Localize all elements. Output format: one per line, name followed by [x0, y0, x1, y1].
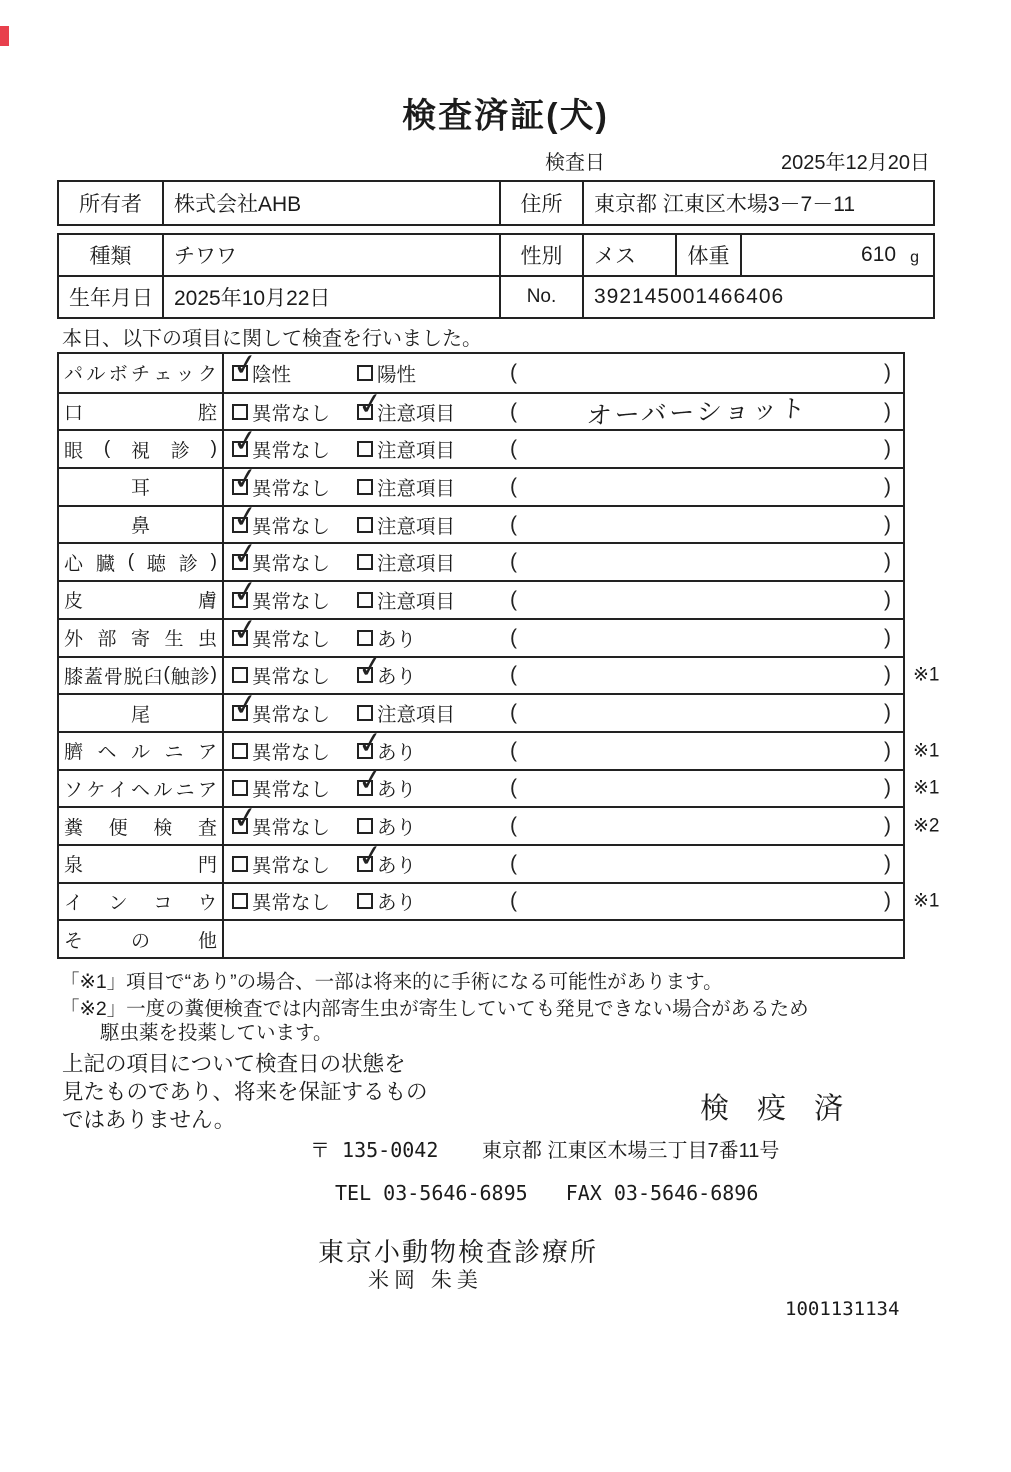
checkbox-option2[interactable]: [355, 725, 386, 762]
check-mark-icon: ✓: [230, 800, 261, 837]
exam-table-row: [59, 574, 903, 618]
exam-item-label: イ ン コ ウ: [59, 884, 224, 920]
sex-value: メス: [582, 235, 675, 275]
exam-row-content: [224, 800, 903, 844]
checkbox-option1[interactable]: [230, 536, 261, 573]
exam-option-2: [357, 586, 455, 614]
footnote-ref: ※1: [913, 740, 940, 762]
inspection-date-value: 2025年12月20日: [781, 152, 930, 174]
intro-text: 本日、以下の項目に関して検査を行いました。: [62, 328, 482, 350]
checkbox-option2-label: あり: [377, 817, 417, 840]
checkbox-option1-label: 異常なし: [252, 628, 331, 651]
note-paren-open: (: [510, 437, 517, 461]
checkbox-option2-label: 注意項目: [377, 477, 456, 500]
note-paren-close: ): [884, 512, 891, 536]
exam-table-row: [59, 762, 940, 807]
checkbox-option2[interactable]: [355, 838, 386, 875]
note-paren-close: ): [884, 776, 891, 800]
exam-row-content: [224, 921, 903, 957]
checkbox-option2[interactable]: [357, 365, 373, 381]
exam-row-content: [224, 884, 903, 920]
exam-option-1: [232, 398, 330, 426]
note-paren-open: (: [510, 814, 517, 838]
checkbox-option2[interactable]: [357, 705, 373, 721]
exam-row-content: [224, 725, 903, 769]
exam-table-row: [59, 919, 903, 957]
exam-option-1: [230, 423, 331, 463]
exam-item-label: パ ル ボ チ ェ ッ ク: [59, 354, 224, 392]
check-mark-icon: ✓: [230, 536, 261, 573]
animal-info-table: [57, 233, 935, 319]
check-mark-icon: ✓: [355, 838, 386, 875]
checkbox-option1[interactable]: [232, 667, 248, 683]
exam-item-label: 眼 ( 視 診 ): [59, 431, 224, 467]
exam-option-1: [232, 661, 330, 689]
exam-table-row: [59, 725, 940, 769]
checkbox-option1[interactable]: [230, 423, 261, 460]
note-paren-open: (: [510, 399, 517, 423]
note-paren-close: ): [884, 360, 891, 384]
exam-item-label: 尾: [59, 695, 224, 731]
checkbox-option2-label: あり: [377, 628, 417, 651]
clinic-phone-line: [335, 1181, 758, 1205]
exam-item-label: ソ ケ イ ヘ ル ニ ア: [59, 771, 224, 807]
checkbox-option2-label: あり: [377, 854, 417, 877]
breed-label: 種類: [89, 245, 132, 268]
checkbox-option2[interactable]: [357, 592, 373, 608]
serial-number: 1001131134: [785, 1298, 900, 1320]
note-paren-open: (: [510, 889, 517, 913]
check-mark-icon: ✓: [230, 423, 261, 460]
checkbox-option2[interactable]: [357, 554, 373, 570]
exam-table-row: [59, 347, 903, 392]
note-paren-close: ): [884, 663, 891, 687]
exam-row-content: [224, 499, 903, 543]
checkbox-option2[interactable]: [355, 649, 386, 686]
exam-option-1: [230, 574, 331, 614]
exam-results-table: [57, 347, 940, 959]
checkbox-option1[interactable]: [230, 800, 261, 837]
checkbox-option1[interactable]: [230, 687, 261, 724]
disclaimer-line2: 見たものであり、将来を保証するもの: [62, 1080, 428, 1104]
exam-option-2: [357, 359, 416, 387]
checkbox-option2[interactable]: [357, 893, 373, 909]
exam-option-2: [357, 435, 455, 463]
checkbox-option2-label: あり: [377, 741, 417, 764]
exam-table-row: [59, 385, 903, 431]
check-mark-icon: ✓: [355, 385, 386, 423]
exam-row-content: [224, 612, 903, 656]
check-mark-icon: ✓: [230, 461, 261, 498]
exam-option-2: [357, 473, 455, 501]
exam-note: オーバーショット: [585, 394, 810, 431]
checkbox-option2-label: 注意項目: [377, 704, 456, 727]
checkbox-option1[interactable]: [230, 461, 261, 498]
exam-item-label: そ の 他: [59, 921, 224, 957]
exam-option-1: [230, 461, 331, 501]
exam-option-2: [357, 548, 455, 576]
checkbox-option1-label: 陰性: [252, 363, 292, 386]
owner-info-table: [57, 180, 935, 226]
exam-option-1: [230, 612, 331, 652]
exam-option-2: [357, 812, 416, 840]
veterinarian-name: 米岡 朱美: [368, 1269, 483, 1292]
exam-table-row: [59, 649, 940, 694]
check-mark-icon: ✓: [230, 612, 261, 649]
note-paren-open: (: [510, 701, 517, 725]
weight-value: 610: [861, 243, 897, 266]
note-paren-open: (: [510, 550, 517, 574]
checkbox-option2[interactable]: [355, 762, 386, 799]
disclaimer-line1: 上記の項目について検査日の状態を: [62, 1052, 406, 1076]
address-value: 東京都 江東区木場3－7－11: [582, 182, 933, 224]
footnote-1: 「※1」項目で“あり”の場合、一部は将来的に手術になる可能性があります。: [60, 971, 723, 993]
exam-table-row: [59, 423, 903, 467]
exam-row-content: [224, 649, 903, 694]
weight-label: 体重: [675, 235, 740, 275]
exam-row-content: [224, 687, 903, 731]
note-paren-close: ): [884, 851, 891, 875]
checkbox-option1[interactable]: [232, 404, 248, 420]
note-paren-close: ): [884, 814, 891, 838]
exam-row-content: [224, 461, 903, 505]
checkbox-option2-label: 注意項目: [377, 553, 456, 576]
checkbox-option1-label: 異常なし: [252, 854, 331, 877]
exam-item-label: 臍 ヘ ル ニ ア: [59, 733, 224, 769]
checkbox-option1[interactable]: [232, 893, 248, 909]
check-mark-icon: ✓: [355, 649, 386, 686]
checkbox-option2[interactable]: [357, 630, 373, 646]
note-paren-open: (: [510, 474, 517, 498]
footnote-ref: ※1: [913, 664, 940, 686]
checkbox-option1[interactable]: [232, 743, 248, 759]
exam-table-row: [59, 838, 903, 882]
checkbox-option1[interactable]: [230, 612, 261, 649]
checkbox-option2-label: あり: [377, 892, 417, 915]
checkbox-option2[interactable]: [355, 385, 386, 423]
exam-option-2: [355, 762, 417, 802]
checkbox-option1-label: 異常なし: [252, 779, 331, 802]
no-value: 392145001466406: [582, 277, 933, 317]
note-paren-close: ): [884, 625, 891, 649]
exam-row-content: [224, 574, 903, 618]
disclaimer-line3: ではありません。: [62, 1108, 236, 1132]
checkbox-option2-label: あり: [377, 779, 417, 802]
checkbox-option2-label: あり: [377, 666, 417, 689]
checkbox-option1-label: 異常なし: [252, 892, 331, 915]
check-mark-icon: ✓: [355, 725, 386, 762]
footnote-2-line1: 「※2」一度の糞便検査では内部寄生虫が寄生していても発見できない場合があるため: [60, 998, 809, 1020]
breed-value: チワワ: [162, 235, 499, 275]
exam-option-2: [355, 385, 456, 426]
exam-option-1: [230, 687, 331, 727]
exam-option-2: [355, 725, 417, 765]
note-paren-open: (: [510, 512, 517, 536]
exam-item-label: 鼻: [59, 507, 224, 543]
inspection-date-label: 検査日: [545, 152, 605, 174]
address-label: 住所: [499, 182, 582, 224]
checkbox-option2[interactable]: [357, 517, 373, 533]
checkbox-option2-label: 陽性: [377, 363, 417, 386]
exam-option-1: [230, 536, 331, 576]
exam-item-label: 耳: [59, 469, 224, 505]
note-paren-open: (: [510, 663, 517, 687]
note-paren-close: ): [884, 889, 891, 913]
exam-option-2: [357, 699, 455, 727]
exam-row-content: [224, 536, 903, 580]
checkbox-option2[interactable]: [357, 441, 373, 457]
quarantine-stamp: 検 疫 済: [700, 1093, 854, 1125]
checkbox-option2[interactable]: [357, 818, 373, 834]
exam-row-content: [224, 385, 903, 431]
checkbox-option2-label: 注意項目: [377, 440, 456, 463]
check-mark-icon: ✓: [230, 574, 261, 611]
check-mark-icon: ✓: [230, 347, 261, 384]
checkbox-option1-label: 異常なし: [252, 666, 331, 689]
exam-item-label: 心 臓 ( 聴 診 ): [59, 544, 224, 580]
sex-label: 性別: [499, 235, 582, 275]
note-paren-open: (: [510, 776, 517, 800]
birthdate-value: 2025年10月22日: [162, 277, 499, 317]
exam-item-label: 泉 門: [59, 846, 224, 882]
exam-option-2: [357, 511, 455, 539]
exam-table-row: [59, 687, 903, 731]
note-paren-close: ): [884, 587, 891, 611]
exam-item-label: 糞 便 検 査: [59, 808, 224, 844]
exam-table-row: [59, 612, 903, 656]
no-label: No.: [499, 277, 582, 317]
clinic-name: 東京小動物検査診療所: [318, 1237, 599, 1267]
exam-option-1: [232, 850, 330, 878]
exam-table-row: [59, 536, 903, 580]
postal-code: 〒 135-0042: [310, 1138, 439, 1162]
checkbox-option1-label: 異常なし: [252, 402, 331, 425]
checkbox-option1-label: 異常なし: [252, 704, 331, 727]
clinic-address: 東京都 江東区木場三丁目7番11号: [481, 1140, 780, 1162]
checkbox-option1[interactable]: [230, 574, 261, 611]
checkbox-option1-label: 異常なし: [252, 515, 331, 538]
checkbox-option1[interactable]: [230, 347, 261, 384]
clinic-address-line: [310, 1134, 779, 1163]
checkbox-option1[interactable]: [232, 780, 248, 796]
note-paren-close: ): [884, 738, 891, 762]
exam-row-content: [224, 762, 903, 807]
exam-row-content: [224, 347, 903, 392]
exam-option-2: [355, 649, 417, 689]
checkbox-option2-label: 注意項目: [377, 515, 456, 538]
checkbox-option1-label: 異常なし: [252, 440, 331, 463]
note-paren-open: (: [510, 851, 517, 875]
exam-option-1: [232, 774, 330, 802]
fax-number: FAX 03-5646-6896: [565, 1181, 759, 1205]
exam-option-1: [230, 499, 331, 539]
scan-artifact-red-mark: [0, 26, 9, 46]
exam-option-1: [230, 347, 292, 387]
note-paren-close: ): [884, 399, 891, 423]
exam-row-content: [224, 423, 903, 467]
checkbox-option2-label: 注意項目: [377, 590, 456, 613]
exam-item-label: 口 腔: [59, 394, 224, 430]
exam-option-1: [230, 800, 331, 840]
weight-unit: g: [910, 249, 919, 266]
note-paren-open: (: [510, 587, 517, 611]
checkbox-option1[interactable]: [230, 499, 261, 536]
footnote-2-line2: 駆虫薬を投薬しています。: [100, 1022, 333, 1044]
note-paren-close: ): [884, 474, 891, 498]
note-paren-close: ): [884, 437, 891, 461]
owner-value: 株式会社AHB: [162, 182, 499, 224]
exam-row-content: [224, 838, 903, 882]
note-paren-close: ): [884, 550, 891, 574]
exam-item-label: 外 部 寄 生 虫: [59, 620, 224, 656]
exam-option-2: [357, 887, 416, 915]
checkbox-option1[interactable]: [232, 856, 248, 872]
note-paren-close: ): [884, 701, 891, 725]
birthdate-label: 生年月日: [69, 287, 153, 310]
note-paren-open: (: [510, 360, 517, 384]
tel-number: TEL 03-5646-6895: [335, 1181, 528, 1205]
check-mark-icon: ✓: [230, 687, 261, 724]
checkbox-option2-label: 注意項目: [377, 402, 456, 425]
checkbox-option1-label: 異常なし: [252, 590, 331, 613]
checkbox-option1-label: 異常なし: [252, 741, 331, 764]
checkbox-option1-label: 異常なし: [252, 817, 331, 840]
check-mark-icon: ✓: [230, 499, 261, 536]
disclaimer-text: [62, 1050, 428, 1134]
checkbox-option1-label: 異常なし: [252, 553, 331, 576]
page-title: 検査済証(犬): [402, 97, 609, 135]
exam-item-label: 膝 蓋 骨 脱 臼 ( 触 診 ): [59, 658, 224, 694]
exam-option-2: [355, 838, 417, 878]
checkbox-option2[interactable]: [357, 479, 373, 495]
exam-table-row: [59, 800, 940, 844]
weight-value-cell: [740, 235, 933, 275]
exam-option-2: [357, 624, 416, 652]
footnote-ref: ※2: [913, 815, 940, 837]
exam-table-row: [59, 882, 940, 920]
exam-option-1: [232, 887, 330, 915]
footnote-ref: ※1: [913, 777, 940, 799]
note-paren-open: (: [510, 738, 517, 762]
exam-option-1: [232, 737, 330, 765]
owner-label: 所有者: [79, 193, 142, 216]
check-mark-icon: ✓: [355, 762, 386, 799]
exam-table-row: [59, 461, 903, 505]
checkbox-option1-label: 異常なし: [252, 477, 331, 500]
footnote-ref: ※1: [913, 890, 940, 912]
exam-item-label: 皮 膚: [59, 582, 224, 618]
exam-table-row: [59, 499, 903, 543]
note-paren-open: (: [510, 625, 517, 649]
